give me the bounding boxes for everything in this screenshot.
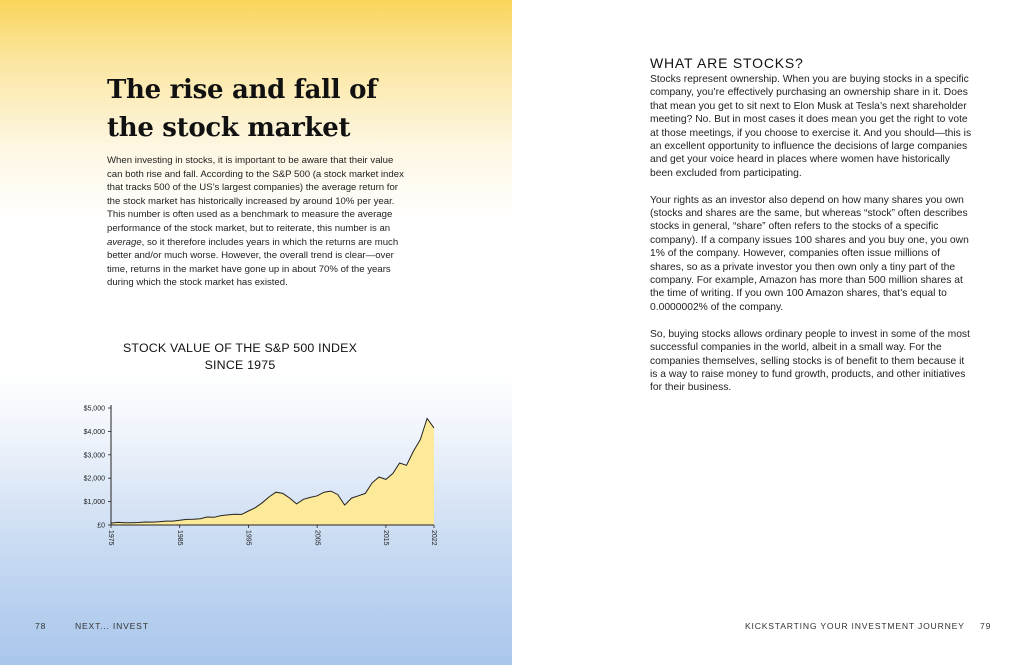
headline-line-1: The rise and fall of bbox=[107, 75, 377, 105]
right-page-number: 79 bbox=[980, 621, 992, 631]
y-tick-label: $5,000 bbox=[83, 405, 105, 413]
chart-title-line-2: SINCE 1975 bbox=[204, 358, 276, 372]
y-tick-label: $3,000 bbox=[83, 452, 105, 460]
right-running-footer: KICKSTARTING YOUR INVESTMENT JOURNEY bbox=[745, 621, 965, 631]
intro-text-start: When investing in stocks, it is important to be aware that their value can both rise and fall. According to the S&P 500 (a stock market index that tracks 500 of the US’s largest companies) the average return for the stock market has historically increased by around 10% per year. This number is often used as a benchmark to measure the average performance of the stock market, but to reiterate, this number is an bbox=[107, 155, 404, 234]
y-tick-label: $2,000 bbox=[83, 475, 105, 483]
y-tick-label: $4,000 bbox=[83, 428, 105, 436]
section-heading: WHAT ARE STOCKS? bbox=[650, 55, 804, 71]
chart-title-line-1: STOCK VALUE OF THE S&P 500 INDEX bbox=[122, 341, 358, 355]
body-text bbox=[650, 73, 972, 408]
x-tick-label: 1975 bbox=[107, 530, 115, 546]
x-tick-label: 2005 bbox=[313, 530, 321, 546]
y-tick-label: $1,000 bbox=[83, 499, 105, 507]
y-tick-label: £0 bbox=[97, 522, 105, 530]
left-page-number: 78 bbox=[35, 621, 47, 631]
intro-text-end: , so it therefore includes years in which the returns are much better and/or much worse. However, the overall trend is clear—over time, returns in the market have gone up in about 70% of the years during which the stock market has existed. bbox=[107, 236, 399, 289]
x-tick-label: 2022 bbox=[430, 530, 438, 546]
intro-emphasis: average bbox=[107, 236, 142, 248]
intro-paragraph bbox=[107, 154, 407, 290]
body-paragraph-3: So, buying stocks allows ordinary people to invest in some of the most successful companies in the world, albeit in a small way. For the companies themselves, selling stocks is of benefit to them because it is a way to raise money to fund growth, products, and other initiatives for their business. bbox=[650, 328, 970, 394]
chart-title bbox=[120, 340, 360, 374]
page-title bbox=[107, 71, 437, 147]
area-fill bbox=[111, 419, 434, 526]
x-tick-label: 2015 bbox=[382, 530, 390, 546]
x-tick-label: 1985 bbox=[175, 530, 183, 546]
sp500-area-chart bbox=[72, 395, 452, 555]
x-tick-label: 1995 bbox=[244, 530, 252, 546]
body-paragraph-2: Your rights as an investor also depend on how many shares you own (stocks and shares are the same, but whereas “stock” often describes stocks in general, “share” often refers to the stocks of a specific company). If a company issues 100 shares and you buy one, you own 1% of the company. However, companies often issue millions of shares, so as a private investor you then own only a tiny part of the company. For example, Amazon has more than 500 million shares at the time of writing. If you own 100 Amazon shares, that’s equal to 0.0000002% of the company. bbox=[650, 194, 969, 313]
body-paragraph-1: Stocks represent ownership. When you are buying stocks in a specific company, you’re effectively purchasing an ownership share in it. Does that mean you get to sit next to Elon Musk at Tesla’s next shareholder meeting? No. But in most cases it does mean you get the right to vote at those meetings, if you choose to exercise it. And you should—this is an excellent opportunity to influence the decisions of large companies and get your voice heard in places where women have historically been excluded from participating. bbox=[650, 74, 972, 179]
left-running-footer: NEXT... INVEST bbox=[75, 621, 149, 631]
headline-line-2: the stock market bbox=[107, 113, 351, 143]
